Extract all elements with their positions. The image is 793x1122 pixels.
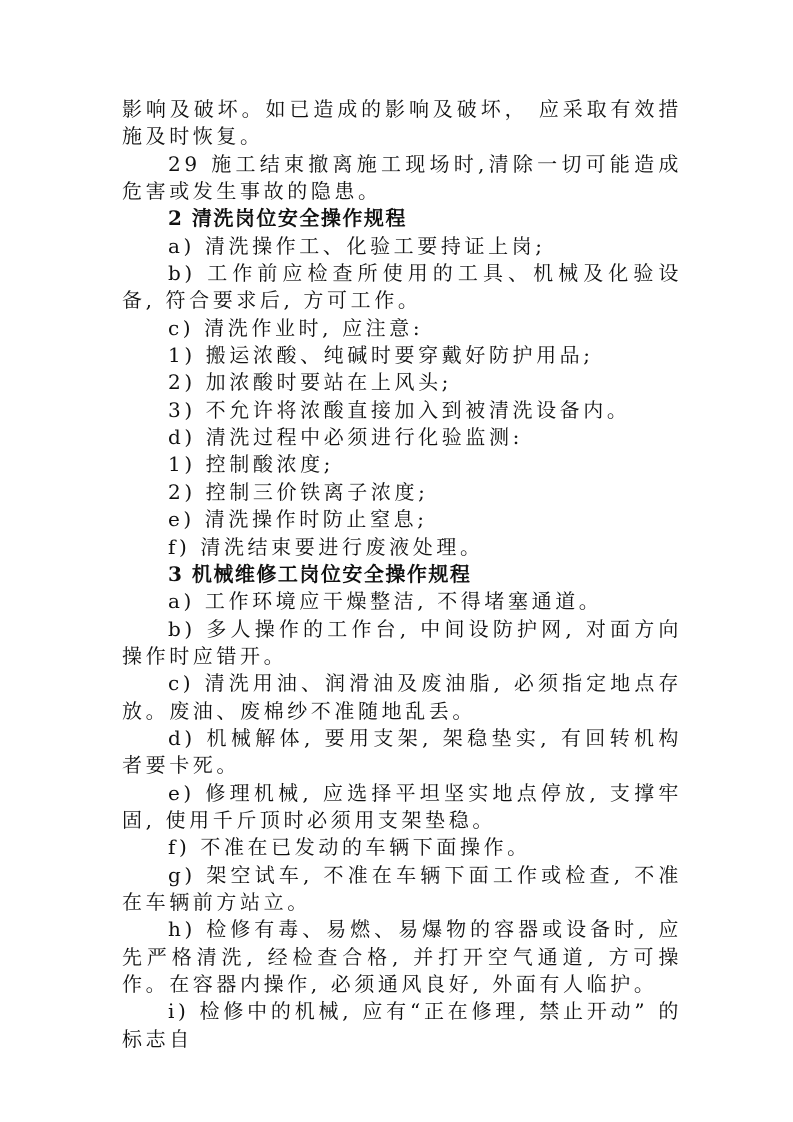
list-item-d: d) 机械解体, 要用支架, 架稳垫实, 有回转机构者要卡死。 — [122, 725, 682, 778]
list-item-h: h) 检修有毒、易燃、易爆物的容器或设备时, 应先严格清洗, 经检查合格, 并打开空气通道, 方可操作。在容器内操作, 必须通风良好, 外面有人临护。 — [122, 917, 682, 996]
list-item-a: a) 清洗操作工、化验工要持证上岗; — [168, 233, 546, 258]
list-item-i: i) 检修中的机械, 应有“正在修理, 禁止开动” 的标志自 — [122, 999, 682, 1051]
section-heading-2: 2 清洗岗位安全操作规程 — [168, 206, 407, 231]
document-page — [122, 96, 682, 1053]
section-heading-3: 3 机械维修工岗位安全操作规程 — [168, 561, 472, 586]
sub-item-1: 1) 搬运浓酸、纯碱时要穿戴好防护用品; — [168, 343, 594, 368]
sub-item-1: 1) 控制酸浓度; — [168, 452, 335, 477]
list-item-d: d) 清洗过程中必须进行化验监测: — [168, 425, 523, 450]
list-item-b: b) 多人操作的工作台, 中间设防护网, 对面方向操作时应错开。 — [122, 616, 682, 668]
sub-item-2: 2) 控制三价铁离子浓度; — [168, 479, 429, 504]
list-item-c: c) 清洗用油、润滑油及废油脂, 必须指定地点存放。废油、废棉纱不准随地乱丢。 — [122, 671, 682, 723]
sub-item-2: 2) 加浓酸时要站在上风头; — [168, 370, 453, 395]
list-item-b: b) 工作前应检查所使用的工具、机械及化验设备, 符合要求后, 方可工作。 — [122, 261, 682, 313]
paragraph-continuation: 影响及破坏。如已造成的影响及破坏， 应采取有效措施及时恢复。 — [122, 97, 682, 149]
list-item-g: g) 架空试车, 不准在车辆下面工作或检查, 不准在车辆前方站立。 — [122, 862, 682, 914]
list-item-e: e) 清洗操作时防止窒息; — [168, 507, 428, 532]
paragraph-item-29: 29 施工结束撤离施工现场时,清除一切可能造成危害或发生事故的隐患。 — [122, 151, 682, 204]
list-item-f: f) 清洗结束要进行废液处理。 — [168, 534, 484, 559]
list-item-a: a) 工作环境应干燥整洁, 不得堵塞通道。 — [168, 589, 603, 614]
list-item-c: c) 清洗作业时, 应注意: — [168, 315, 424, 340]
sub-item-3: 3) 不允许将浓酸直接加入到被清洗设备内。 — [168, 397, 631, 422]
list-item-f: f) 不准在已发动的车辆下面操作。 — [168, 835, 531, 860]
list-item-e: e) 修理机械, 应选择平坦坚实地点停放, 支撑牢固, 使用千斤顶时必须用支架垫稳。 — [122, 780, 682, 832]
